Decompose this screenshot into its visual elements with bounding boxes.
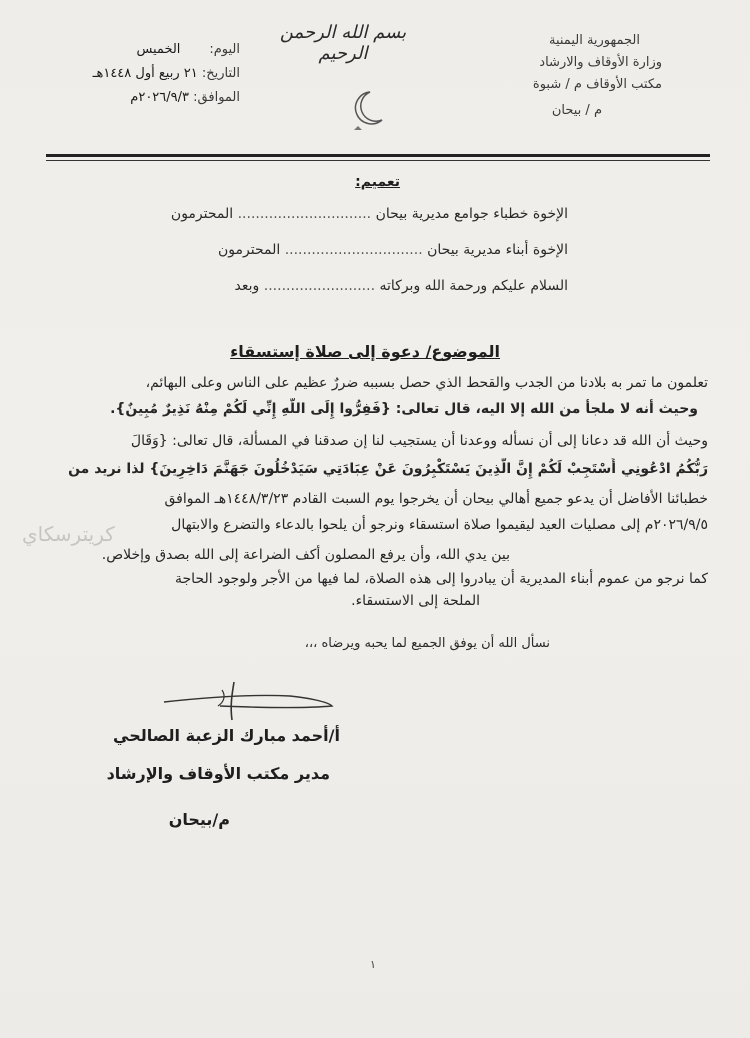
- body-line: الملحة إلى الاستسقاء.: [351, 593, 480, 609]
- body-line: تعلمون ما تمر به بلادنا من الجدب والقحط الذي حصل بسببه ضررٌ عظيم على الناس وعلى البهائم،: [145, 375, 708, 391]
- page-number: ١: [370, 958, 376, 971]
- header-authority-block: [422, 30, 662, 122]
- date-row: [40, 62, 240, 86]
- signatory-title: مدير مكتب الأوقاف والإرشاد: [106, 764, 330, 783]
- body-line: رَبُّكُمُ ادْعُونِي أَسْتَجِبْ لَكُمْ إِنَّ الَّذِينَ يَسْتَكْبِرُونَ عَنْ عِبَادَتِي سَيَدْخُلُونَ جَهَنَّمَ دَاخِرِينَ} لذا نريد من: [68, 461, 708, 477]
- greeting-end: وبعد: [234, 278, 260, 294]
- greeting-text: السلام عليكم ورحمة الله وبركاته: [379, 278, 568, 294]
- date-label: التاريخ:: [201, 66, 240, 81]
- greeting-line: [128, 278, 568, 294]
- day-value: الخميس: [136, 42, 181, 57]
- body-line: وحيث أنه لا ملجأ من الله إلا اليه، قال تعالى: {فَفِرُّوا إِلَى اللَّهِ إِنِّي لَكُمْ مِنْهُ نَذِيرٌ مُبِينٌ}.: [110, 401, 698, 417]
- addressee-end: المحترمون: [170, 206, 234, 222]
- addressee-text: الإخوة أبناء مديرية بيحان: [427, 242, 568, 258]
- addressee-line: [128, 242, 568, 258]
- greeting-dots: .........................: [263, 278, 376, 294]
- header-country: الجمهورية اليمنية: [548, 33, 640, 48]
- date-value: ٢١ ربيع أول ١٤٤٨هـ: [92, 66, 198, 81]
- basmala-text: بسم الله الرحمن الرحيم: [279, 22, 407, 64]
- circular-label: تعميم:: [355, 174, 400, 190]
- body-line: خطبائنا الأفاضل أن يدعو جميع أهالي بيحان أن يخرجوا يوم السبت القادم ١٤٤٨/٣/٢٣هـ الموافق: [164, 491, 708, 507]
- signatory-location: م/بيحان: [168, 810, 230, 829]
- corresponding-row: [40, 86, 240, 110]
- addressee-end: المحترمون: [217, 242, 281, 258]
- addressee-text: الإخوة خطباء جوامع مديرية بيحان: [375, 206, 568, 222]
- signatory-name: أ/أحمد مبارك الزعبة الصالحي: [113, 726, 340, 745]
- body-line: وحيث أن الله قد دعانا إلى أن نسأله ووعدنا أن يستجيب لنا إن صدقنا في المسألة، قال تعالى: {وَقَالَ: [130, 433, 708, 449]
- body-line: كما نرجو من عموم أبناء المديرية أن يبادروا إلى هذه الصلاة، لما فيها من الأجر ولوجود الحاجة: [175, 571, 708, 587]
- subject-heading: الموضوع/ دعوة إلى صلاة إستسقاء: [230, 342, 500, 361]
- crescent-emblem-icon: [340, 86, 400, 132]
- header-divider-thin: [46, 160, 710, 161]
- header-district: م / بيحان: [551, 103, 602, 118]
- header-office: مكتب الأوقاف م / شبوة: [532, 77, 662, 92]
- header-divider-thick: [46, 154, 710, 157]
- body-line: بين يدي الله، وأن يرفع المصلون أكف الضراعة إلى الله بصدق وإخلاص.: [101, 547, 510, 563]
- watermark-text: كريترسكاي: [22, 522, 115, 546]
- day-label: اليوم:: [209, 42, 240, 57]
- closing-line: نسأل الله أن يوفق الجميع لما يحبه ويرضاه ،،،: [304, 636, 550, 651]
- handwritten-signature-icon: [160, 676, 340, 726]
- day-row: [40, 38, 240, 62]
- corresponding-value: ٢٠٢٦/٩/٣م: [130, 90, 189, 105]
- addressee-dots: ..............................: [237, 206, 372, 222]
- body-line: ٢٠٢٦/٩/٥م إلى مصليات العيد ليقيموا صلاة استسقاء ونرجو أن يلحوا بالدعاء والتضرع والابتهال: [171, 517, 708, 533]
- basmala-calligraphy: [268, 22, 418, 72]
- header-date-block: [40, 38, 240, 110]
- corresponding-label: الموافق:: [193, 90, 240, 105]
- addressee-dots: ...............................: [284, 242, 423, 258]
- header-ministry: وزارة الأوقاف والارشاد: [539, 55, 662, 70]
- addressee-line: [128, 206, 568, 222]
